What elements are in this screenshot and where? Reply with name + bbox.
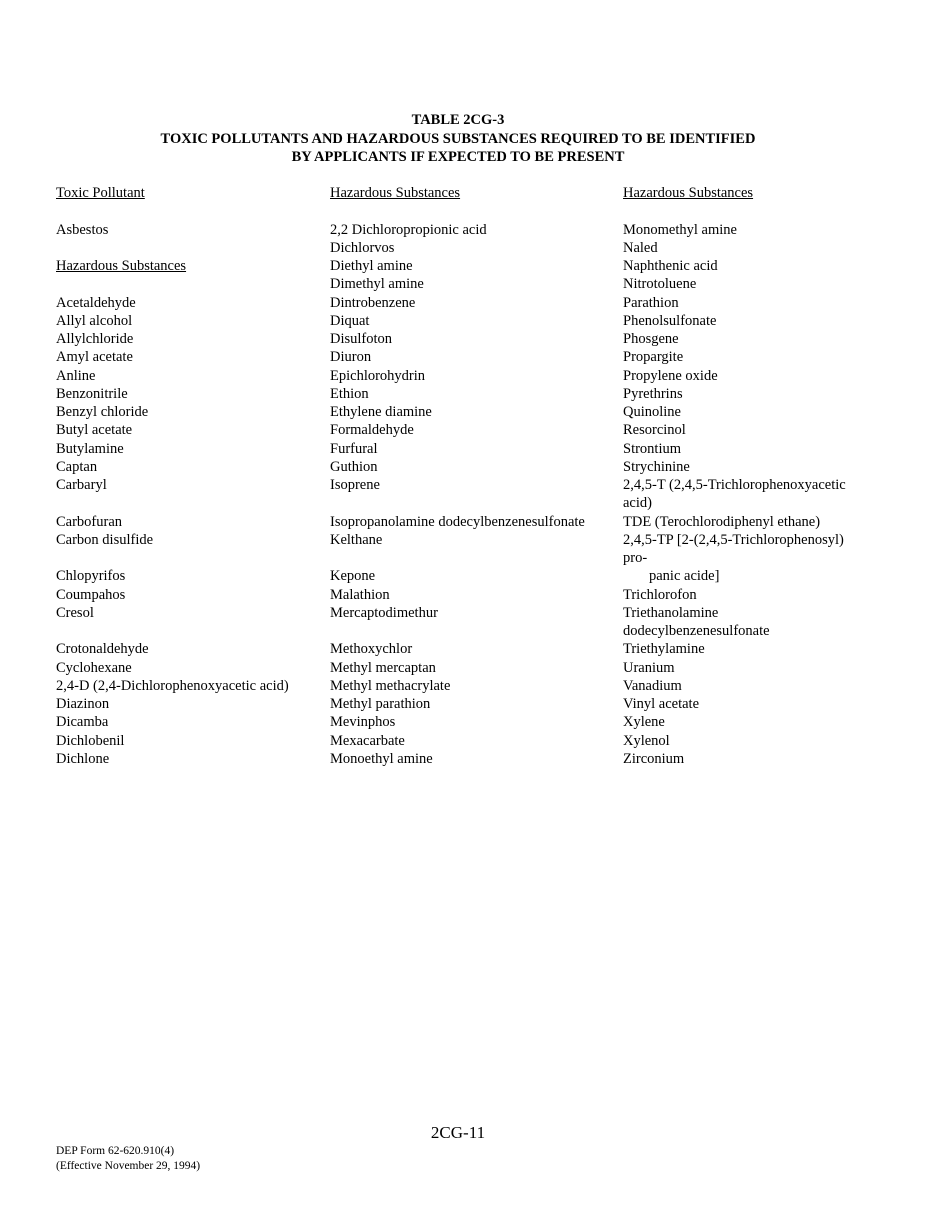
column-subheader: Hazardous Substances — [56, 258, 187, 274]
table-title — [0, 111, 916, 167]
list-item-continuation: panic acide] — [649, 568, 720, 585]
list-item: Butyl acetate — [56, 422, 133, 439]
footer — [56, 1144, 200, 1173]
list-item: Naphthenic acid — [623, 258, 718, 274]
list-item: Vanadium — [623, 677, 682, 694]
list-item: Quinoline — [623, 404, 681, 420]
list-item: Strychinine — [623, 458, 690, 475]
list-item: Carbofuran — [56, 513, 123, 530]
list-item: Phenolsulfonate — [623, 312, 717, 329]
list-item: Allylchloride — [56, 331, 134, 347]
list-item: Dintrobenzene — [330, 294, 416, 311]
list-item: Dicamba — [56, 714, 109, 731]
list-item: Dimethyl amine — [330, 276, 424, 293]
list-item: 2,4,5-T (2,4,5-Trichlorophenoxyacetic acid) — [623, 477, 846, 512]
list-item: Isoprene — [330, 477, 380, 493]
list-item: Diethyl amine — [330, 258, 413, 274]
list-item: Monomethyl amine — [623, 221, 737, 238]
list-item: Parathion — [623, 294, 679, 311]
list-item: Kelthane — [330, 531, 383, 548]
list-item: Amyl acetate — [56, 349, 133, 366]
list-item: Methyl parathion — [330, 696, 431, 712]
list-item: Mercaptodimethur — [330, 604, 438, 621]
list-item: Dichlone — [56, 750, 110, 767]
list-item: Mexacarbate — [330, 732, 405, 749]
column-header: Toxic Pollutant — [56, 185, 145, 201]
list-item: Guthion — [330, 458, 378, 475]
list-item: Xylene — [623, 714, 665, 731]
list-item: Acetaldehyde — [56, 294, 136, 311]
list-item: Coumpahos — [56, 586, 126, 603]
list-item: Strontium — [623, 440, 682, 457]
list-item: Methyl methacrylate — [330, 677, 451, 694]
column-toxic-pollutant — [56, 184, 321, 768]
column-hazardous-substances-3 — [623, 184, 868, 768]
list-item: Benzonitrile — [56, 385, 128, 402]
list-item: Furfural — [330, 440, 378, 457]
list-item: Methoxychlor — [330, 641, 413, 658]
list-item: Asbestos — [56, 221, 109, 238]
column-header: Hazardous Substances — [623, 185, 754, 201]
list-item: Pyrethrins — [623, 385, 683, 402]
list-item: Propylene oxide — [623, 367, 718, 384]
list-item: Allyl alcohol — [56, 312, 133, 329]
list-item: Chlopyrifos — [56, 568, 126, 585]
list-item: Zirconium — [623, 750, 685, 767]
column-header: Hazardous Substances — [330, 185, 461, 201]
list-item: Epichlorohydrin — [330, 367, 426, 384]
list-item: Diquat — [330, 312, 370, 329]
list-item: Diazinon — [56, 696, 110, 712]
list-item: Anline — [56, 367, 96, 384]
list-item: Captan — [56, 458, 98, 475]
list-item: TDE (Terochlorodiphenyl ethane) — [623, 513, 821, 530]
list-item: Diuron — [330, 349, 372, 366]
list-item: Trichlorofon — [623, 586, 697, 603]
list-item: Benzyl chloride — [56, 404, 149, 420]
form-number: DEP Form 62-620.910(4) — [56, 1145, 175, 1157]
list-item: Triethylamine — [623, 641, 705, 658]
list-item: Ethion — [330, 385, 369, 402]
list-item: Dichlobenil — [56, 732, 125, 749]
list-item: Formaldehyde — [330, 422, 414, 439]
column-hazardous-substances-2 — [330, 184, 615, 768]
table-heading-line-1: TOXIC POLLUTANTS AND HAZARDOUS SUBSTANCES REQUIRED TO BE IDENTIFIED — [160, 130, 756, 147]
list-item: Propargite — [623, 349, 684, 366]
list-item: Isopropanolamine dodecylbenzenesulfonate — [330, 513, 585, 530]
list-item: Cyclohexane — [56, 659, 132, 676]
list-item: Monoethyl amine — [330, 750, 433, 767]
page-number: 2CG-11 — [430, 1123, 486, 1142]
list-item: Kepone — [330, 568, 376, 585]
list-item: Malathion — [330, 586, 390, 603]
list-item: Butylamine — [56, 440, 124, 457]
list-item: Methyl mercaptan — [330, 659, 436, 676]
list-item: Xylenol — [623, 732, 670, 749]
list-item: 2,4-D (2,4-Dichlorophenoxyacetic acid) — [56, 677, 289, 694]
list-item: Resorcinol — [623, 422, 686, 439]
list-item: Ethylene diamine — [330, 404, 432, 420]
list-item: Phosgene — [623, 331, 679, 347]
table-heading-line-2: BY APPLICANTS IF EXPECTED TO BE PRESENT — [291, 149, 625, 165]
list-item: Crotonaldehyde — [56, 641, 149, 658]
list-item: Naled — [623, 239, 658, 256]
list-item: Carbaryl — [56, 477, 107, 493]
list-item: Disulfoton — [330, 331, 393, 347]
list-item: 2,4,5-TP [2-(2,4,5-Trichlorophenosyl) pro- — [623, 531, 844, 566]
table-number: TABLE 2CG-3 — [411, 112, 505, 128]
list-item: Triethanolamine dodecylbenzenesulfonate — [623, 604, 770, 639]
list-item: Uranium — [623, 659, 675, 676]
list-item: Nitrotoluene — [623, 276, 697, 293]
list-item: Carbon disulfide — [56, 531, 154, 548]
effective-date: (Effective November 29, 1994) — [56, 1159, 201, 1172]
list-item: Vinyl acetate — [623, 696, 700, 712]
list-item: Mevinphos — [330, 714, 396, 731]
list-item: Cresol — [56, 604, 94, 621]
list-item: 2,2 Dichloropropionic acid — [330, 221, 487, 238]
list-item: Dichlorvos — [330, 239, 395, 256]
